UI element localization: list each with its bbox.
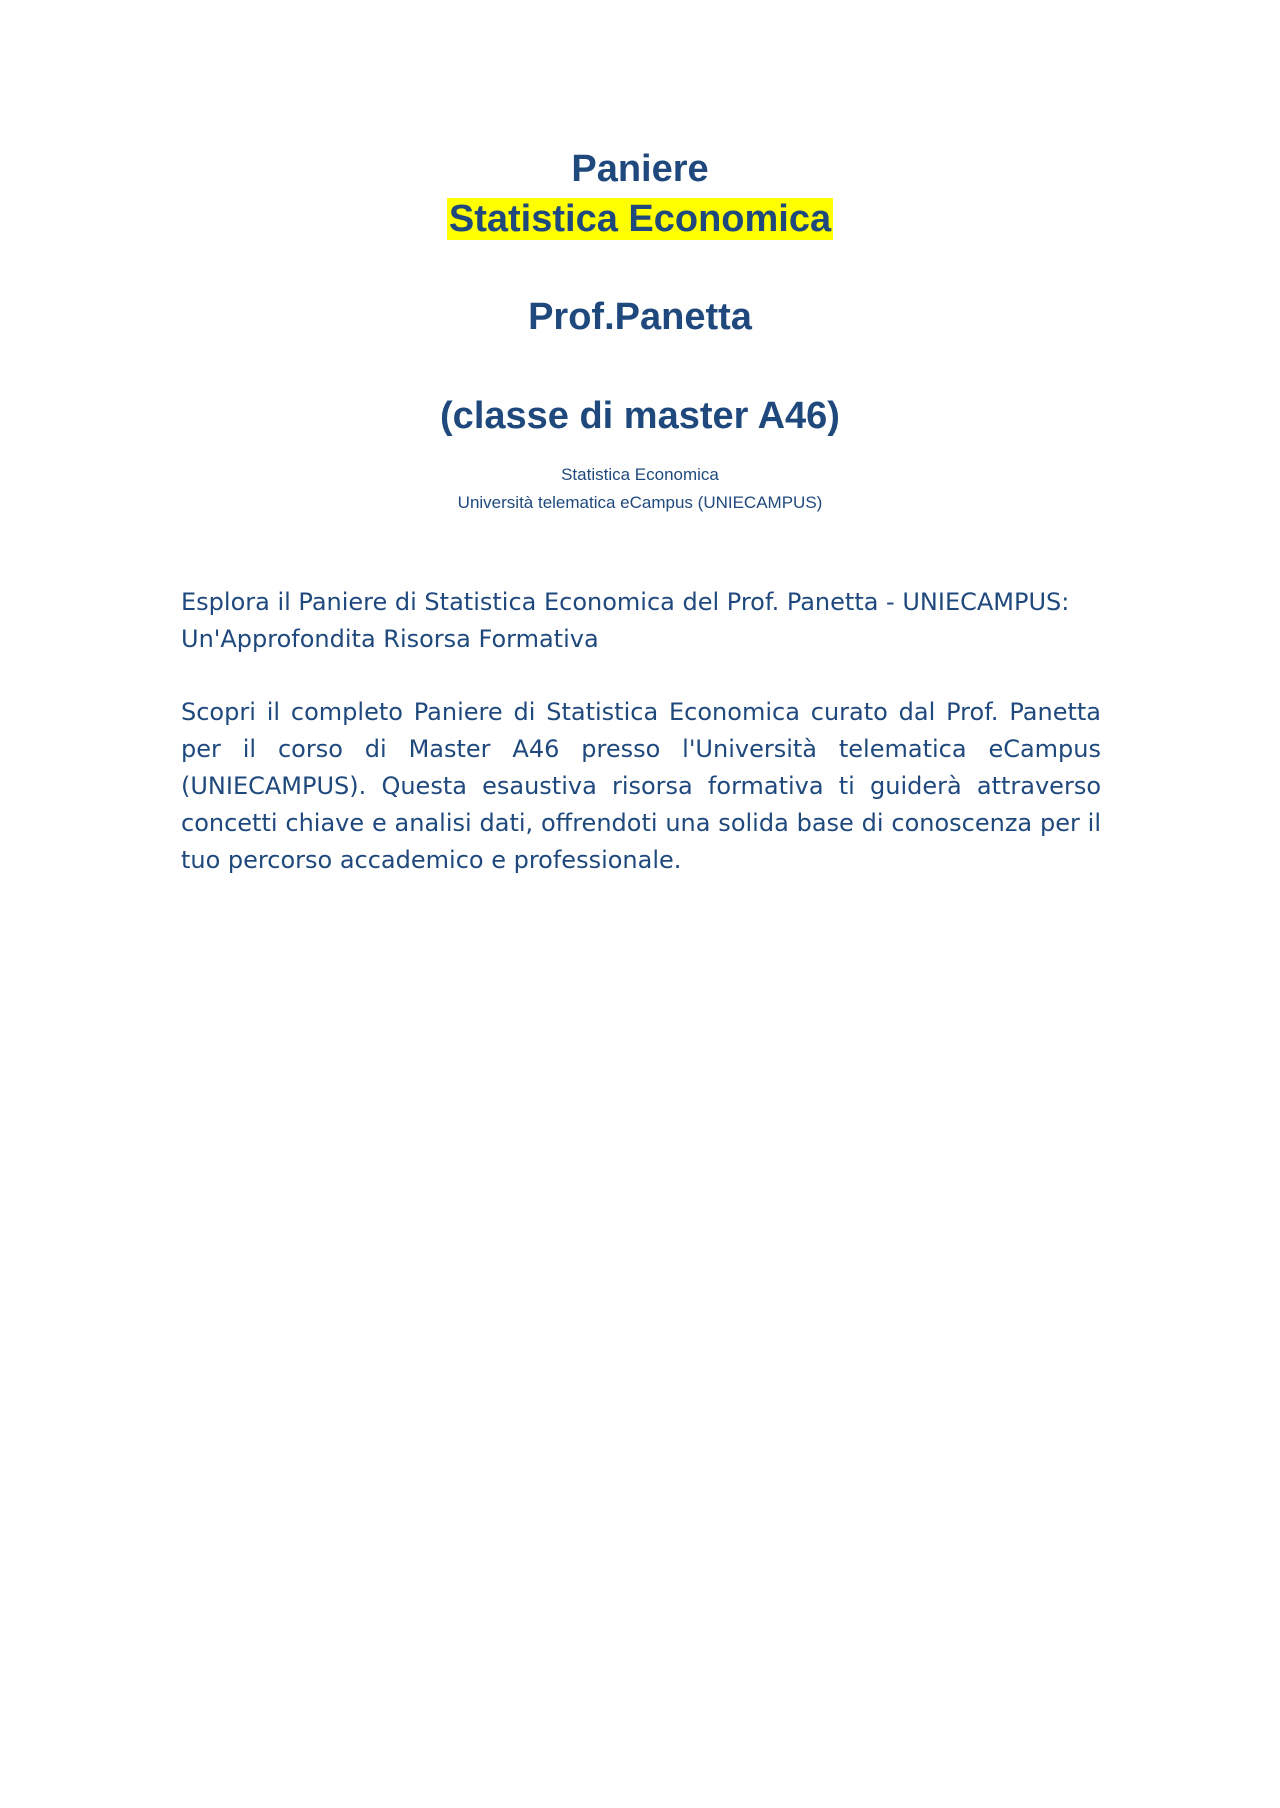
highlighted-subject: Statistica Economica xyxy=(448,198,832,240)
class-label: (classe di master A46) xyxy=(440,395,840,437)
description-paragraph: Scopri il completo Paniere di Statistica Economica curato dal Prof. Panetta per il corso di Master A46 presso l'Università telematica eCampus (UNIECAMPUS). Questa esaustiva risorsa formativa ti guiderà attraverso concetti chiave e analisi dati, offrendoti una solida base di conoscenza per il tuo percorso accademico e professionale. xyxy=(181,698,1101,874)
title-paniere: Paniere xyxy=(571,148,709,190)
intro-paragraph: Esplora il Paniere di Statistica Economica del Prof. Panetta - UNIECAMPUS: Un'Approfondita Risorsa Formativa xyxy=(181,588,1070,653)
university-caption: Università telematica eCampus (UNIECAMPUS) xyxy=(457,493,823,512)
title-subject-highlight xyxy=(0,196,1280,242)
subject-caption: Statistica Economica xyxy=(561,465,719,484)
professor-name: Prof.Panetta xyxy=(528,296,752,338)
